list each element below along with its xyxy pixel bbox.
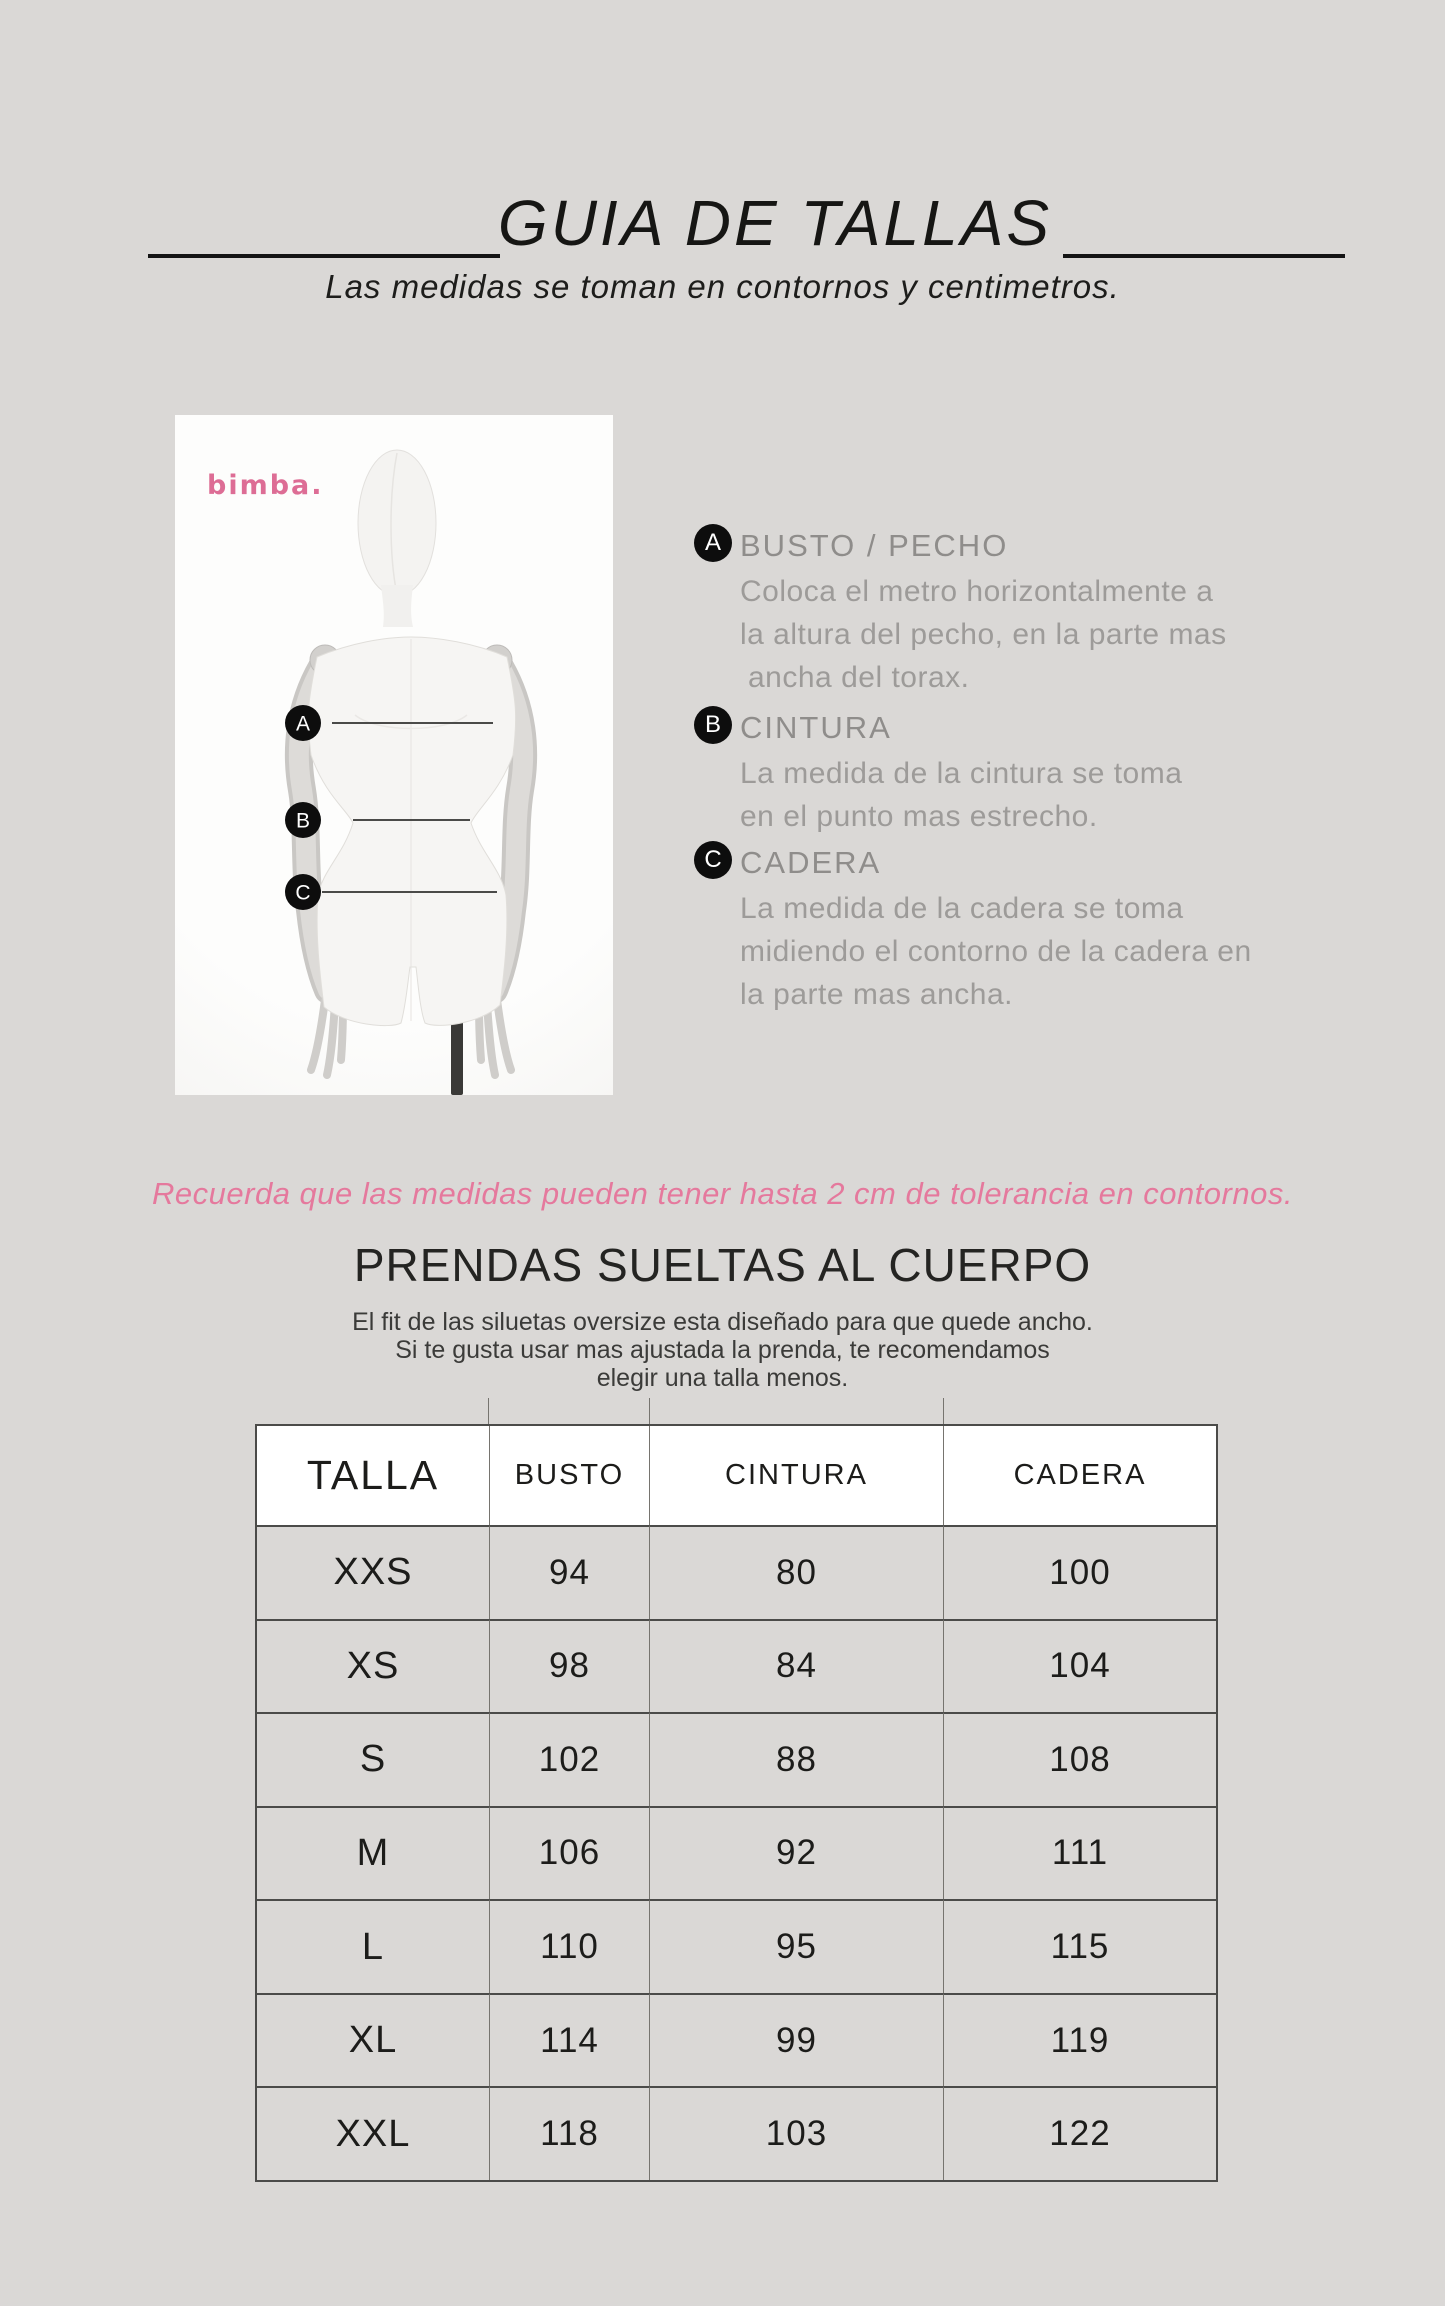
section-a-title: BUSTO / PECHO (740, 528, 1009, 563)
section-c-text: La medida de la cadera se toma midiendo el contorno de la cadera en la parte mas ancha. (740, 892, 1252, 1011)
table-cell: 100 (943, 1525, 1216, 1619)
table-cell: 103 (649, 2086, 943, 2180)
table-cell: 99 (649, 1993, 943, 2087)
section-b-title: CINTURA (740, 710, 892, 745)
fit-section-text: El fit de las siluetas oversize esta diseñado para que quede ancho. Si te gusta usar mas ajustada la prenda, te recomendamos elegir una talla menos. (352, 1308, 1093, 1392)
size-cell: XS (257, 1619, 489, 1713)
marker-a-badge (285, 705, 321, 741)
section-c-badge: C (694, 841, 732, 879)
table-cell: 102 (489, 1712, 649, 1806)
table-cell: 115 (943, 1899, 1216, 1993)
size-table (255, 1424, 1218, 2182)
table-cell: 92 (649, 1806, 943, 1900)
marker-c-badge (285, 874, 321, 910)
table-cell: 108 (943, 1712, 1216, 1806)
marker-b-badge (285, 802, 321, 838)
size-table-header-cadera: CADERA (943, 1426, 1216, 1525)
table-cell: 111 (943, 1806, 1216, 1900)
section-b-text: La medida de la cintura se toma en el punto mas estrecho. (740, 757, 1183, 833)
mannequin-illustration (175, 415, 613, 1095)
svg-text:A: A (295, 712, 311, 736)
column-tick (488, 1398, 489, 1424)
mannequin-torso (308, 637, 515, 1026)
svg-text:C: C (295, 881, 311, 905)
table-cell: 114 (489, 1993, 649, 2087)
page-subtitle: Las medidas se toman en contornos y centimetros. (325, 268, 1120, 305)
mannequin-photo-panel (175, 415, 613, 1095)
table-cell: 88 (649, 1712, 943, 1806)
mannequin-head (358, 450, 436, 627)
tolerance-note: Recuerda que las medidas pueden tener hasta 2 cm de tolerancia en contornos. (152, 1176, 1293, 1211)
title-rule-right (1063, 254, 1345, 258)
table-cell: 95 (649, 1899, 943, 1993)
size-cell: XXL (257, 2086, 489, 2180)
size-table-header-busto: BUSTO (489, 1426, 649, 1525)
table-cell: 84 (649, 1619, 943, 1713)
table-cell: 106 (489, 1806, 649, 1900)
table-cell: 110 (489, 1899, 649, 1993)
table-cell: 94 (489, 1525, 649, 1619)
column-tick (943, 1398, 944, 1424)
size-table-header-talla: TALLA (257, 1426, 489, 1525)
table-cell: 122 (943, 2086, 1216, 2180)
section-a-badge: A (694, 524, 732, 562)
title-rule-left (148, 254, 500, 258)
section-a-text: Coloca el metro horizontalmente a la altura del pecho, en la parte mas ancha del torax. (740, 575, 1227, 694)
table-cell: 118 (489, 2086, 649, 2180)
size-cell: M (257, 1806, 489, 1900)
page-title: GUIA DE TALLAS (497, 187, 1053, 259)
table-cell: 80 (649, 1525, 943, 1619)
size-cell: L (257, 1899, 489, 1993)
column-tick (649, 1398, 650, 1424)
size-table-header-cintura: CINTURA (649, 1426, 943, 1525)
table-cell: 119 (943, 1993, 1216, 2087)
table-cell: 98 (489, 1619, 649, 1713)
size-cell: XL (257, 1993, 489, 2087)
svg-text:B: B (295, 809, 311, 833)
size-cell: XXS (257, 1525, 489, 1619)
section-b-badge: B (694, 706, 732, 744)
section-c-title: CADERA (740, 845, 882, 880)
brand-logo: bimba. (207, 470, 324, 501)
table-cell: 104 (943, 1619, 1216, 1713)
size-cell: S (257, 1712, 489, 1806)
fit-section-heading: PRENDAS SUELTAS AL CUERPO (353, 1239, 1092, 1291)
